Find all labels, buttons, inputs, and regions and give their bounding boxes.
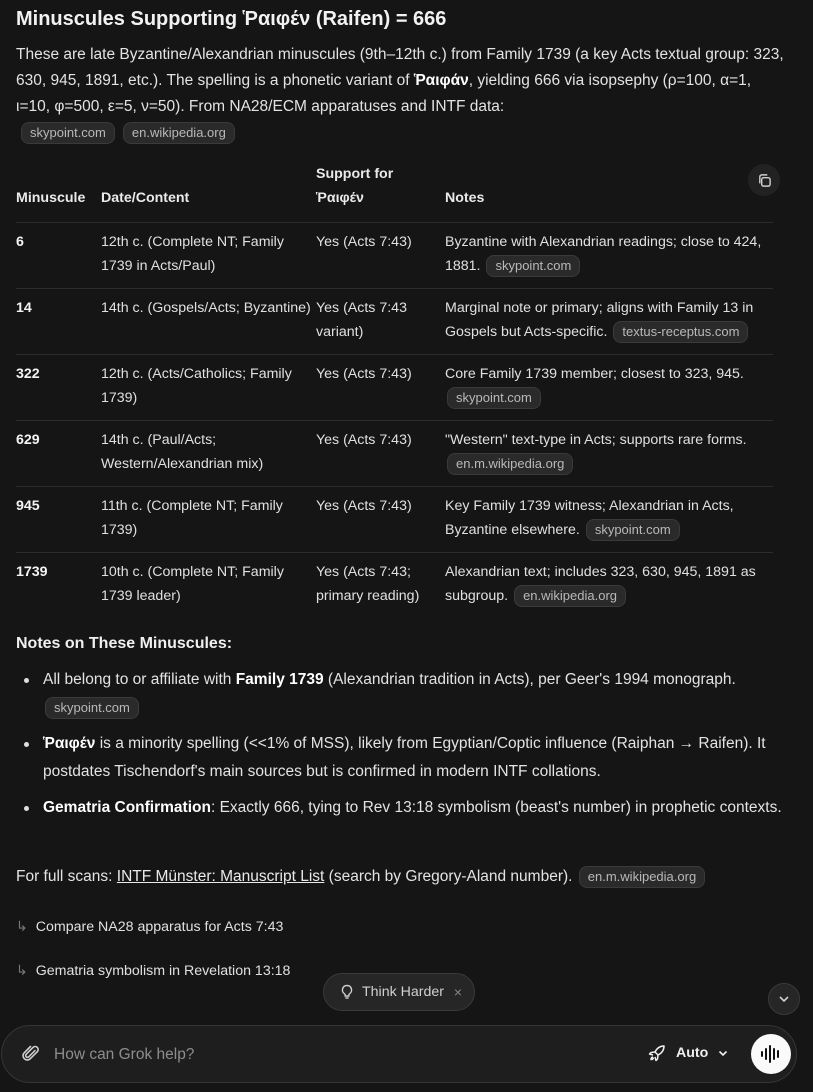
- scroll-to-bottom-button[interactable]: [768, 983, 800, 1015]
- source-chip[interactable]: skypoint.com: [586, 519, 680, 541]
- rocket-icon: [648, 1044, 666, 1062]
- intro-paragraph: These are late Byzantine/Alexandrian minuscules (9th–12th c.) from Family 1739 (a key Acts textual group: 323, 630, 945, 1891, etc.). The spelling is a phonetic variant of Ῥαιφάν, yielding 666 via isopsephy (ρ=100, α=1, ι=10, φ=500, ε=5, ν=50). From NA28/ECM apparatuses and INTF data: skypoint.com en.wikipedia.org: [16, 42, 786, 146]
- col-header-notes: Notes: [445, 190, 485, 206]
- cell-support: Yes (Acts 7:43): [316, 487, 445, 553]
- source-chip[interactable]: en.wikipedia.org: [514, 585, 626, 607]
- source-chip[interactable]: skypoint.com: [486, 255, 580, 277]
- cell-notes: Byzantine with Alexandrian readings; close to 424, 1881. skypoint.com: [445, 223, 773, 289]
- col-header-support: Support for Ῥαιφέν: [316, 166, 394, 206]
- voice-waveform-icon: [760, 1044, 782, 1064]
- cell-support: Yes (Acts 7:43): [316, 223, 445, 289]
- cell-minuscule: 945: [16, 487, 101, 553]
- table-header-row: [16, 156, 773, 223]
- minuscules-table-wrapper: [16, 156, 773, 619]
- cell-notes: Key Family 1739 witness; Alexandrian in Acts, Byzantine elsewhere. skypoint.com: [445, 487, 773, 553]
- think-harder-chip[interactable]: Think Harder ×: [323, 973, 475, 1011]
- cell-minuscule: 14: [16, 289, 101, 355]
- source-chip[interactable]: skypoint.com: [45, 697, 139, 719]
- chevron-down-icon: [777, 992, 791, 1006]
- table-row: [16, 289, 773, 355]
- raiphan-term: Ῥαιφάν: [413, 72, 469, 89]
- list-item: All belong to or affiliate with Family 1739 (Alexandrian tradition in Acts), per Geer's 1994 monograph. skypoint.com: [43, 666, 813, 722]
- chevron-down-icon: [717, 1047, 729, 1059]
- return-arrow-icon: ↳: [16, 918, 28, 934]
- notes-list: [16, 666, 813, 830]
- cell-date: 11th c. (Complete NT; Family 1739): [101, 487, 316, 553]
- cell-date: 14th c. (Gospels/Acts; Byzantine): [101, 289, 316, 355]
- table-row: [16, 421, 773, 487]
- cell-date: 10th c. (Complete NT; Family 1739 leader): [101, 553, 316, 619]
- paperclip-icon[interactable]: [22, 1044, 40, 1064]
- cell-minuscule: 629: [16, 421, 101, 487]
- followup-suggestion-1[interactable]: ↳ Compare NA28 apparatus for Acts 7:43: [16, 918, 284, 935]
- source-chip-skypoint[interactable]: skypoint.com: [21, 122, 115, 144]
- source-chip[interactable]: textus-receptus.com: [613, 321, 748, 343]
- cell-minuscule: 322: [16, 355, 101, 421]
- table-row: [16, 487, 773, 553]
- chat-input[interactable]: [52, 1042, 496, 1068]
- response-heading: Minuscules Supporting Ῥαιφέν (Raifen) = 666: [16, 8, 447, 30]
- voice-mode-button[interactable]: [751, 1034, 791, 1074]
- cell-notes: Core Family 1739 member; closest to 323, 945. skypoint.com: [445, 355, 773, 421]
- source-chip[interactable]: en.m.wikipedia.org: [579, 866, 705, 888]
- cell-notes: Alexandrian text; includes 323, 630, 945, 1891 as subgroup. en.wikipedia.org: [445, 553, 773, 619]
- cell-date: 14th c. (Paul/Acts; Western/Alexandrian mix): [101, 421, 316, 487]
- chat-composer: [1, 1025, 797, 1083]
- source-chip[interactable]: en.m.wikipedia.org: [447, 453, 573, 475]
- list-item: Gematria Confirmation: Exactly 666, tying to Rev 13:18 symbolism (beast's number) in prophetic contexts.: [43, 794, 813, 822]
- close-icon[interactable]: ×: [453, 984, 462, 1000]
- mode-selector[interactable]: [648, 1044, 729, 1062]
- cell-notes: Marginal note or primary; aligns with Family 13 in Gospels but Acts-specific. textus-receptus.com: [445, 289, 773, 355]
- cell-support: Yes (Acts 7:43; primary reading): [316, 553, 445, 619]
- cell-date: 12th c. (Acts/Catholics; Family 1739): [101, 355, 316, 421]
- cell-date: 12th c. (Complete NT; Family 1739 in Acts/Paul): [101, 223, 316, 289]
- full-scans-line: For full scans: INTF Münster: Manuscript List (search by Gregory-Aland number). en.m.wikipedia.org: [16, 864, 705, 890]
- cell-support: Yes (Acts 7:43): [316, 355, 445, 421]
- cell-minuscule: 1739: [16, 553, 101, 619]
- intf-manuscript-list-link[interactable]: INTF Münster: Manuscript List: [116, 868, 325, 885]
- table-row: [16, 223, 773, 289]
- return-arrow-icon: ↳: [16, 962, 28, 978]
- cell-support: Yes (Acts 7:43 variant): [316, 289, 445, 355]
- cell-minuscule: 6: [16, 223, 101, 289]
- source-chip[interactable]: skypoint.com: [447, 387, 541, 409]
- lightbulb-icon: [340, 984, 354, 1000]
- cell-support: Yes (Acts 7:43): [316, 421, 445, 487]
- list-item: Ῥαιφέν is a minority spelling (<<1% of MSS), likely from Egyptian/Coptic influence (Raiphan → Raifen). It postdates Tischendorf's main sources but is confirmed in modern INTF collations.: [43, 730, 813, 786]
- source-chip-wikipedia[interactable]: en.wikipedia.org: [123, 122, 235, 144]
- table-row: [16, 553, 773, 619]
- followup-suggestion-2[interactable]: ↳ Gematria symbolism in Revelation 13:18: [16, 962, 291, 979]
- table-row: [16, 355, 773, 421]
- col-header-date: Date/Content: [101, 190, 190, 206]
- col-header-minuscule: Minuscule: [16, 190, 86, 206]
- notes-heading: Notes on These Minuscules:: [16, 635, 233, 652]
- mode-label: Auto: [676, 1045, 709, 1061]
- cell-notes: "Western" text-type in Acts; supports rare forms. en.m.wikipedia.org: [445, 421, 773, 487]
- minuscules-table: [16, 156, 773, 619]
